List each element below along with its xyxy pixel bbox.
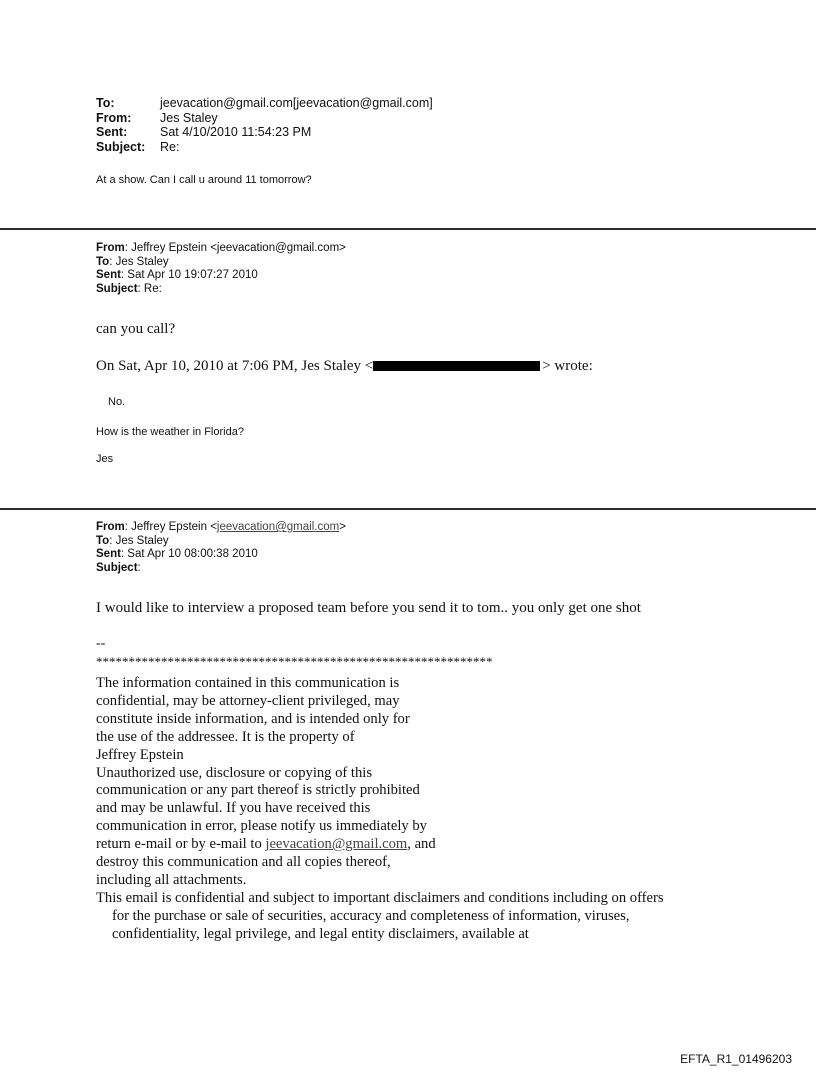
from-label: From (96, 242, 125, 254)
bates-number: EFTA_R1_01496203 (680, 1052, 792, 1066)
disclaimer-line (96, 836, 664, 854)
quote-suffix: > wrote: (542, 358, 593, 374)
email2-subject-row (96, 283, 346, 297)
to-label: To: (96, 96, 115, 110)
subject-value: : (137, 561, 141, 574)
confidentiality-line: for the purchase or sale of securities, accuracy and completeness of information, viruses, (112, 907, 630, 924)
quoted-line-no: No. (108, 396, 126, 408)
disclaimer-line: constitute inside information, and is intended only for (96, 710, 410, 727)
email2-to-row (96, 256, 346, 270)
quoted-line-signature: Jes (96, 453, 114, 465)
email2-from-row (96, 242, 346, 256)
divider (0, 508, 816, 510)
confidentiality-line: This email is confidential and subject to important disclaimers and conditions including on offers (96, 889, 664, 906)
to-label: To (96, 534, 110, 547)
sent-value: : Sat Apr 10 19:07:27 2010 (120, 269, 258, 281)
to-label: To (96, 255, 110, 268)
disclaimer-block (96, 675, 664, 944)
email3-to-row (96, 535, 346, 549)
email1-from-row (96, 111, 433, 126)
email2-sent-row (96, 269, 346, 283)
sent-label: Sent (96, 269, 121, 281)
subject-label: Subject (96, 561, 138, 574)
disclaimer-line: confidential, may be attorney-client privileged, may (96, 692, 400, 709)
return-suffix: , and (407, 836, 436, 853)
disclaimer-line: Unauthorized use, disclosure or copying of this (96, 764, 373, 781)
from-suffix: > (339, 521, 346, 533)
email2-header (96, 242, 346, 296)
email2-quote-attribution (96, 358, 593, 375)
from-value: : Jeffrey Epstein <jeevacation@gmail.com> (124, 242, 346, 254)
from-label: From: (96, 110, 132, 125)
subject-label: Subject (96, 282, 138, 295)
disclaimer-line: Jeffrey Epstein (96, 746, 184, 763)
disclaimer-line: The information contained in this communication is (96, 675, 400, 691)
disclaimer-line: communication in error, please notify us immediately by (96, 818, 427, 835)
confidentiality-line: confidentiality, legal privilege, and legal entity disclaimers, available at (112, 925, 529, 942)
disclaimer-line: communication or any part thereof is strictly prohibited (96, 782, 420, 799)
return-email-link[interactable]: jeevacation@gmail.com (265, 836, 408, 853)
sent-value: Sat 4/10/2010 11:54:23 PM (160, 125, 312, 139)
divider (0, 228, 816, 230)
email3-header (96, 521, 346, 575)
disclaimer-line: destroy this communication and all copies thereof, (96, 854, 391, 871)
subject-value: : Re: (137, 282, 162, 295)
email3-from-row (96, 521, 346, 535)
quoted-line-weather: How is the weather in Florida? (96, 426, 244, 438)
to-value: : Jes Staley (109, 255, 169, 268)
email1-to-row (96, 96, 433, 111)
sent-value: : Sat Apr 10 08:00:38 2010 (120, 548, 258, 560)
email1-sent-row (96, 125, 433, 140)
sent-label: Sent (96, 548, 121, 560)
email2-body: can you call? (96, 321, 176, 337)
redaction-bar (373, 361, 540, 371)
disclaimer-line: and may be unlawful. If you have received this (96, 800, 371, 817)
signature-dash: -- (96, 636, 106, 651)
sent-label: Sent: (96, 125, 128, 139)
email1-header (96, 96, 433, 154)
disclaimer-line: the use of the addressee. It is the property of (96, 728, 355, 745)
subject-value: Re: (160, 139, 180, 154)
subject-label: Subject: (96, 139, 146, 154)
signature-stars: ************************************************************* (96, 654, 493, 669)
to-value: : Jes Staley (109, 534, 169, 547)
email1-subject-row (96, 140, 433, 155)
from-email-link[interactable]: jeevacation@gmail.com (216, 521, 340, 533)
from-label: From (96, 521, 125, 533)
email1-body: At a show. Can I call u around 11 tomorrow? (96, 174, 312, 186)
email3-subject-row (96, 562, 346, 576)
quote-prefix: On Sat, Apr 10, 2010 at 7:06 PM, Jes Staley < (96, 358, 374, 374)
return-prefix: return e-mail or by e-mail to (96, 836, 266, 853)
disclaimer-line: including all attachments. (96, 871, 247, 888)
from-prefix: : Jeffrey Epstein < (124, 521, 217, 533)
email3-sent-row (96, 548, 346, 562)
to-value: jeevacation@gmail.com[jeevacation@gmail.com] (160, 96, 433, 110)
email3-body: I would like to interview a proposed team before you send it to tom.. you only get one shot (96, 600, 641, 616)
from-value: Jes Staley (160, 110, 218, 125)
